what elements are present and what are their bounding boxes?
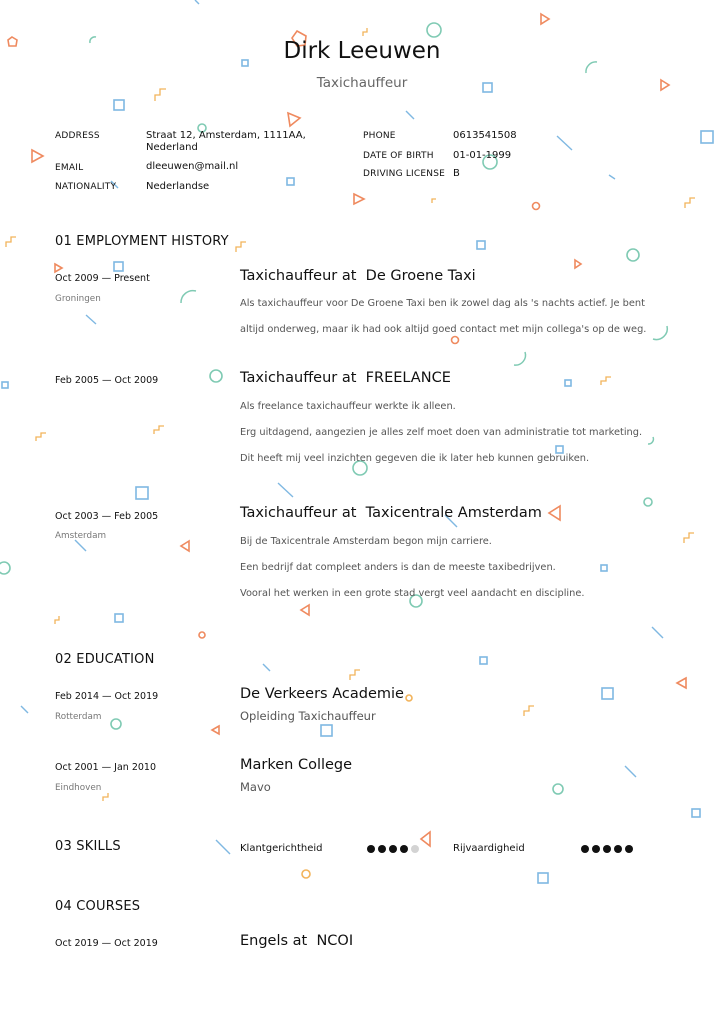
job-role: Taxichauffeur at Taxicentrale Amsterdam bbox=[240, 505, 542, 521]
skill-dot-filled bbox=[389, 845, 397, 853]
job-description-line: Vooral het werken in een grote stad vergt veel aandacht en discipline. bbox=[240, 588, 585, 599]
job-description-line: Dit heeft mij veel inzichten gegeven die ik later heb kunnen gebruiken. bbox=[240, 453, 590, 464]
phone-value: 0613541508 bbox=[453, 130, 517, 141]
education-dates: Feb 2014 — Oct 2019 bbox=[55, 691, 159, 702]
job-description-line: Bij de Taxicentrale Amsterdam begon mijn carriere. bbox=[240, 536, 492, 547]
job-dates: Oct 2003 — Feb 2005 bbox=[55, 511, 159, 522]
job-description-line: Een bedrijf dat compleet anders is dan de meeste taxibedrijven. bbox=[240, 562, 556, 573]
job-dates: Feb 2005 — Oct 2009 bbox=[55, 375, 159, 386]
skill-dot-empty bbox=[411, 845, 419, 853]
course-name: Engels at NCOI bbox=[240, 933, 354, 949]
skill-dot-filled bbox=[614, 845, 622, 853]
nationality-value: Nederlandse bbox=[146, 181, 210, 192]
phone-label: PHONE bbox=[363, 131, 396, 141]
job-description bbox=[240, 291, 660, 343]
skill-dot-filled bbox=[400, 845, 408, 853]
skill-level-rating bbox=[367, 845, 419, 853]
education-section-title: 02 EDUCATION bbox=[55, 652, 155, 667]
skill-dot-filled bbox=[367, 845, 375, 853]
skill-level-rating bbox=[581, 845, 633, 853]
skill-name: Rijvaardigheid bbox=[453, 843, 525, 854]
education-dates: Oct 2001 — Jan 2010 bbox=[55, 762, 157, 773]
job-dates: Oct 2009 — Present bbox=[55, 273, 150, 284]
license-value: B bbox=[453, 168, 460, 179]
education-degree: Opleiding Taxichauffeur bbox=[240, 709, 376, 723]
address-value: Straat 12, Amsterdam, 1111AA, Nederland bbox=[146, 130, 306, 153]
dob-label: DATE OF BIRTH bbox=[363, 151, 434, 161]
skill-dot-filled bbox=[581, 845, 589, 853]
job-role: Taxichauffeur at De Groene Taxi bbox=[240, 268, 476, 284]
education-school: Marken College bbox=[240, 757, 353, 773]
job-role: Taxichauffeur at FREELANCE bbox=[240, 370, 451, 386]
candidate-name: Dirk Leeuwen bbox=[283, 38, 441, 64]
license-label: DRIVING LICENSE bbox=[363, 169, 445, 179]
job-description bbox=[240, 394, 660, 472]
address-label: ADDRESS bbox=[55, 131, 100, 141]
job-city: Groningen bbox=[55, 294, 101, 304]
education-city: Eindhoven bbox=[55, 783, 102, 793]
education-school: De Verkeers Academie bbox=[240, 686, 404, 702]
skill-dot-filled bbox=[625, 845, 633, 853]
email-label: EMAIL bbox=[55, 163, 84, 173]
skill-dot-filled bbox=[592, 845, 600, 853]
courses-section-title: 04 COURSES bbox=[55, 899, 141, 914]
job-description-line: Als taxichauffeur voor De Groene Taxi ben ik zowel dag als 's nachts actief. Je bent altijd onderweg, maar ik had ook altijd goed contact met mijn collega's op de weg. bbox=[240, 298, 647, 335]
job-title: Taxichauffeur bbox=[316, 75, 408, 91]
job-city: Amsterdam bbox=[55, 531, 107, 541]
education-city: Rotterdam bbox=[55, 712, 102, 722]
job-description-line: Erg uitdagend, aangezien je alles zelf moet doen van administratie tot marketing. bbox=[240, 427, 643, 438]
course-dates: Oct 2019 — Oct 2019 bbox=[55, 938, 158, 949]
skills-section-title: 03 SKILLS bbox=[55, 839, 121, 854]
skill-name: Klantgerichtheid bbox=[240, 843, 323, 854]
email-value[interactable]: dleeuwen@mail.nl bbox=[146, 161, 239, 172]
employment-section-title: 01 EMPLOYMENT HISTORY bbox=[55, 234, 229, 249]
skill-dot-filled bbox=[603, 845, 611, 853]
job-description-line: Als freelance taxichauffeur werkte ik alleen. bbox=[240, 401, 456, 412]
job-description bbox=[240, 529, 660, 607]
dob-value: 01-01-1999 bbox=[453, 150, 512, 161]
skill-dot-filled bbox=[378, 845, 386, 853]
nationality-label: NATIONALITY bbox=[55, 182, 117, 192]
education-degree: Mavo bbox=[240, 780, 271, 794]
